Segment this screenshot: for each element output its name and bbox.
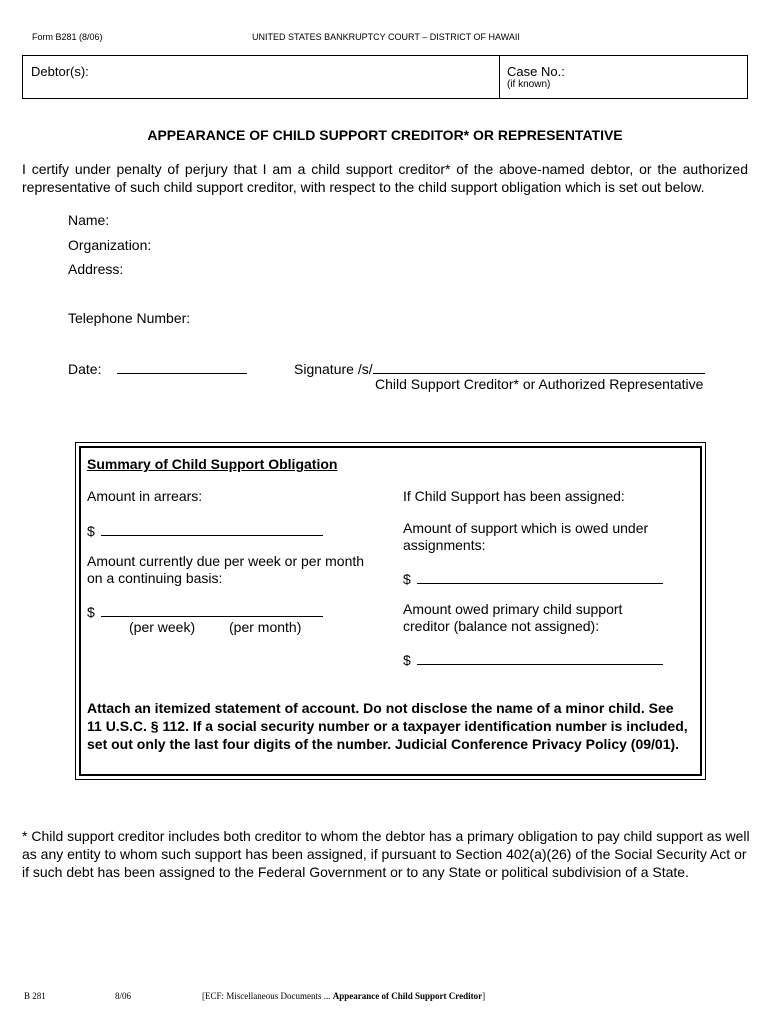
ecf-suffix: ] <box>482 991 486 1001</box>
form-number: Form B281 (8/06) <box>32 32 103 42</box>
organization-field-label: Organization: <box>68 237 152 253</box>
current-due-amount-line[interactable] <box>101 602 323 617</box>
arrears-label: Amount in arrears: <box>87 488 203 504</box>
summary-title: Summary of Child Support Obligation <box>87 456 338 472</box>
signature-field <box>294 359 705 377</box>
ecf-event-name: Appearance of Child Support Creditor <box>332 991 483 1001</box>
telephone-field-label: Telephone Number: <box>68 310 191 326</box>
address-field-label: Address: <box>68 261 124 277</box>
debtor-label: Debtor(s): <box>31 64 89 79</box>
owed-under-assignments-label: Amount of support which is owed under assignments: <box>403 520 649 553</box>
footnote: * Child support creditor includes both creditor to whom the debtor has a primary obligation to pay child support as well as any entity to whom such support has been assigned, if pursuant to Section 402(a)(26) of the Social Security Act or if such debt has been assigned to the Federal Government or to any State or political subdivision of a State. <box>22 828 750 880</box>
footer-ecf-reference <box>202 991 485 1001</box>
dollar-sign: $ <box>403 652 411 668</box>
court-name: UNITED STATES BANKRUPTCY COURT – DISTRICT OF HAWAII <box>252 32 520 42</box>
footer-form-code: B 281 <box>24 991 46 1001</box>
signature-line[interactable] <box>373 359 705 374</box>
owed-primary-amount <box>403 650 663 669</box>
dollar-sign: $ <box>87 604 95 620</box>
attach-notice-text: Attach an itemized statement of account. Do not disclose the name of a minor child. See 11 U.S.C. § 112. If a social security number or a taxpayer identification number is included, set out only the last four digits of the number <box>87 700 688 752</box>
per-week-label: (per week) <box>129 619 196 635</box>
case-caption-box <box>22 55 748 99</box>
certification-statement: I certify under penalty of perjury that I am a child support creditor* of the above-named debtor, or the authorized representative of such child support creditor, with respect to the child support obligation which is set out below. <box>22 161 748 195</box>
case-number-label: Case No.: <box>507 64 565 79</box>
per-month-label: (per month) <box>229 619 302 635</box>
case-number-note: (if known) <box>507 79 551 90</box>
assigned-label: If Child Support has been assigned: <box>403 488 625 504</box>
date-field <box>68 359 247 377</box>
footer-date: 8/06 <box>115 991 132 1001</box>
date-line[interactable] <box>117 359 247 374</box>
name-field-label: Name: <box>68 212 110 228</box>
owed-primary-line[interactable] <box>417 650 663 665</box>
arrears-amount <box>87 521 323 540</box>
privacy-policy-reference: Judicial Conference Privacy Policy (09/01). <box>395 736 680 752</box>
owed-under-assignments-amount <box>403 569 663 588</box>
current-due-label: Amount currently due per week or per month on a continuing basis: <box>87 553 365 586</box>
owed-primary-label: Amount owed primary child support creditor (balance not assigned): <box>403 601 623 634</box>
arrears-amount-line[interactable] <box>101 521 323 536</box>
attach-statement-notice <box>87 699 691 753</box>
dollar-sign: $ <box>87 523 95 539</box>
ecf-prefix: [ECF: Miscellaneous Documents ... <box>202 991 333 1001</box>
date-label: Date: <box>68 361 102 377</box>
form-title: APPEARANCE OF CHILD SUPPORT CREDITOR* OR REPRESENTATIVE <box>147 127 623 143</box>
dollar-sign: $ <box>403 571 411 587</box>
owed-under-assignments-line[interactable] <box>417 569 663 584</box>
caption-divider <box>499 56 500 98</box>
signature-caption: Child Support Creditor* or Authorized Representative <box>375 376 704 392</box>
attach-notice-separator: . <box>387 736 396 752</box>
signature-label: Signature /s/ <box>294 361 373 377</box>
